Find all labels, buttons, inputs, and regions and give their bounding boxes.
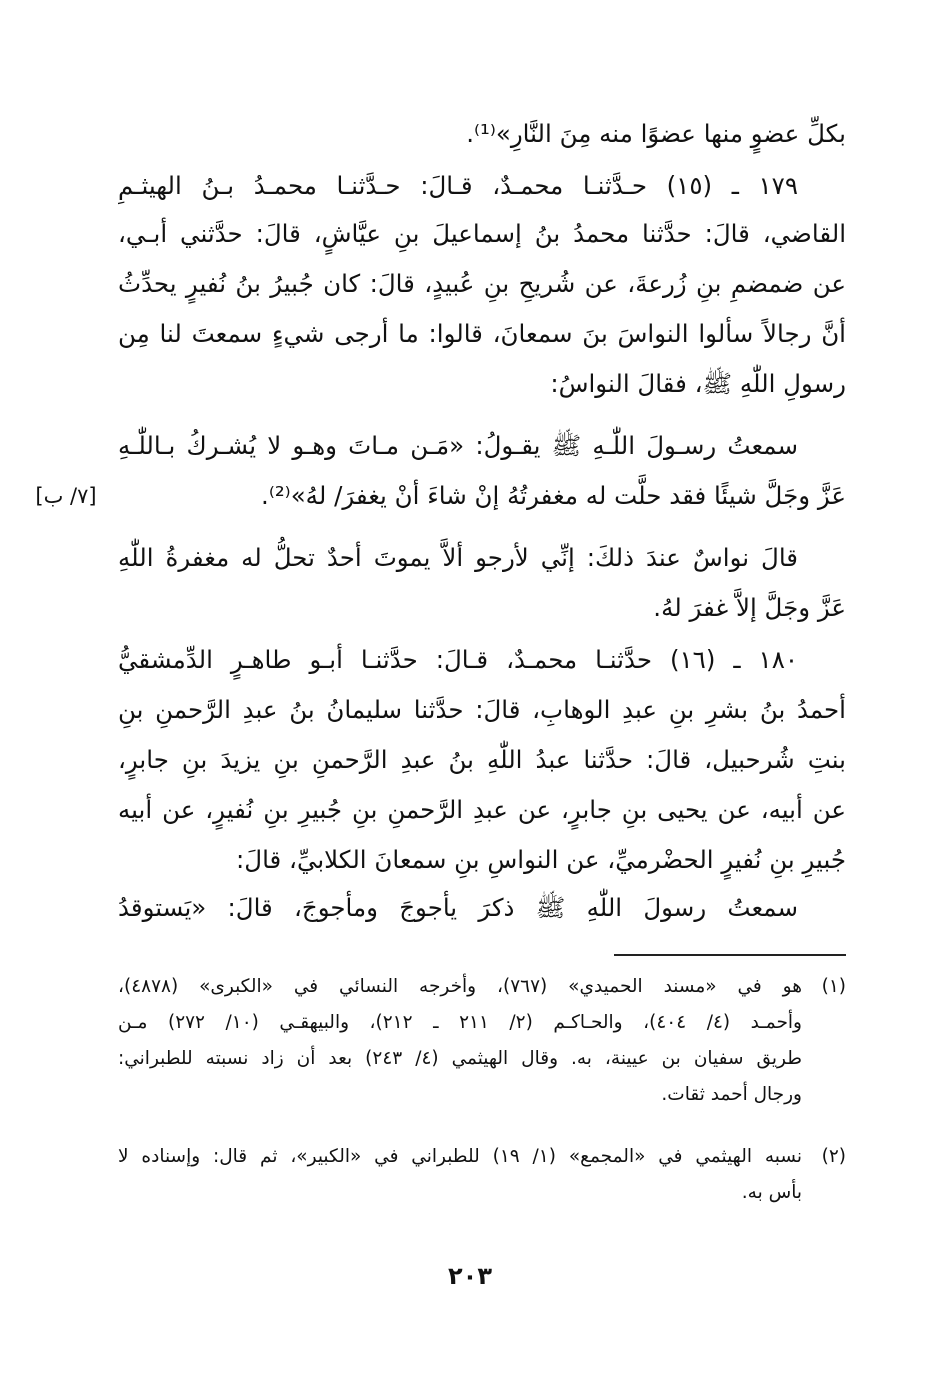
hadith-179-heading-line: ١٧٩ ـ (١٥) حـدَّثنـا محمـدٌ، قـالَ: حـدَّثنـا محمـدُ بـنُ الهيثـمِ [118,171,798,200]
body-line-14: عن أبيه، عن يحيى بنِ جابرٍ، عن عبدِ الرَّحمنِ بنِ جُبيرِ بنِ نُفيرٍ، عن أبيه [118,795,846,824]
footnote-1-line-4: ورجال أحمد ثقات. [661,1084,802,1105]
quote-line-1: سمعتُ رسـولَ اللّٰـهِ ﷺ يقـولُ: «مَـن مـاتَ وهـو لا يُشـركُ بـاللّٰـهِ [118,431,798,460]
body-line-9: قالَ نواسٌ عندَ ذلكَ: إنِّي لأرجو ألاَّ يموتَ أحدٌ تحلُّ له مغفرةُ اللّٰهِ [118,543,798,572]
hadith-180-heading-line: ١٨٠ ـ (١٦) حدَّثنـا محمـدٌ، قـالَ: حدَّثنـا أبـو طاهـرٍ الدِّمشقيُّ [118,645,799,674]
footnote-1-line-2: وأحمـد (٤/ ٤٠٤)، والحـاكـم (٢/ ٢١١ ـ ٢١٢)، والبيهقـي (١٠/ ٢٧٢) مـن [118,1012,802,1033]
body-line-13: بنتِ شُرحبيل، قالَ: حدَّثنا عبدُ اللّٰهِ بنُ عبدِ الرَّحمنِ بنِ يزيدَ بنِ جابرٍ، [118,745,846,774]
body-line-16: سمعتُ رسولَ اللّٰهِ ﷺ ذكرَ يأجوجَ ومأجوجَ، قالَ: «يَستوقدُ [118,893,798,922]
body-line-12: أحمدُ بنُ بشرِ بنِ عبدِ الوهابِ، قالَ: حدَّثنا سليمانُ بنُ عبدِ الرَّحمنِ بنِ [118,695,846,724]
footnote-2-number: (٢) [821,1146,846,1167]
footnote-2-line-1: نسبه الهيثمي في «المجمع» (١/ ١٩) للطبراني في «الكبير»، ثم قال: وإسناده لا [118,1146,802,1167]
body-line-4: عن ضمضمِ بنِ زُرعةَ، عن شُريحِ بنِ عُبيدٍ، قالَ: كان جُبيرُ بنُ نُفيرٍ يحدِّثُ [118,269,846,298]
manuscript-folio-note: [٧/ ب] [35,484,97,508]
footnote-1-line-3: طريق سفيان بن عيينة، به. وقال الهيثمي (٤/ ٢٤٣) بعد أن زاد نسبته للطبراني: [118,1048,802,1069]
body-line-10: عَزَّ وجَلَّ إلاَّ غفرَ لهُ. [653,593,846,622]
page-number: ٢٠٣ [448,1262,492,1290]
body-line-5: أنَّ رجالاً سألوا النواسَ بنَ سمعانَ، قالوا: ما أرجى شيءٍ سمعتَ لنا مِن [118,319,846,348]
body-line-15: جُبيرِ بنِ نُفيرٍ الحضْرميِّ، عن النواسِ بنِ سمعانَ الكلابيِّ، قالَ: [236,845,846,874]
quote-line-2: عَزَّ وجَلَّ شيئًا فقد حلَّت له مغفرتُهُ إنْ شاءَ أنْ يغفرَ/ لهُ»⁽²⁾. [261,481,846,510]
footnote-1-number: (١) [821,976,846,997]
footnote-1-line-1: هو في «مسند الحميدي» (٧٦٧)، وأخرجه النسائي في «الكبرى» (٤٨٧٨)، [118,976,802,997]
footnote-separator [614,954,846,956]
body-line-1: بكلِّ عضوٍ منها عضوًا منه مِنَ النَّارِ»⁽¹⁾. [466,119,846,148]
body-line-6: رسولِ اللّٰهِ ﷺ، فقالَ النواسُ: [550,369,846,398]
body-line-3: القاضي، قالَ: حدَّثنا محمدُ بنُ إسماعيلَ بنِ عيَّاشٍ، قالَ: حدَّثني أبـي، [118,219,846,248]
footnote-2-line-2: بأس به. [741,1182,802,1203]
